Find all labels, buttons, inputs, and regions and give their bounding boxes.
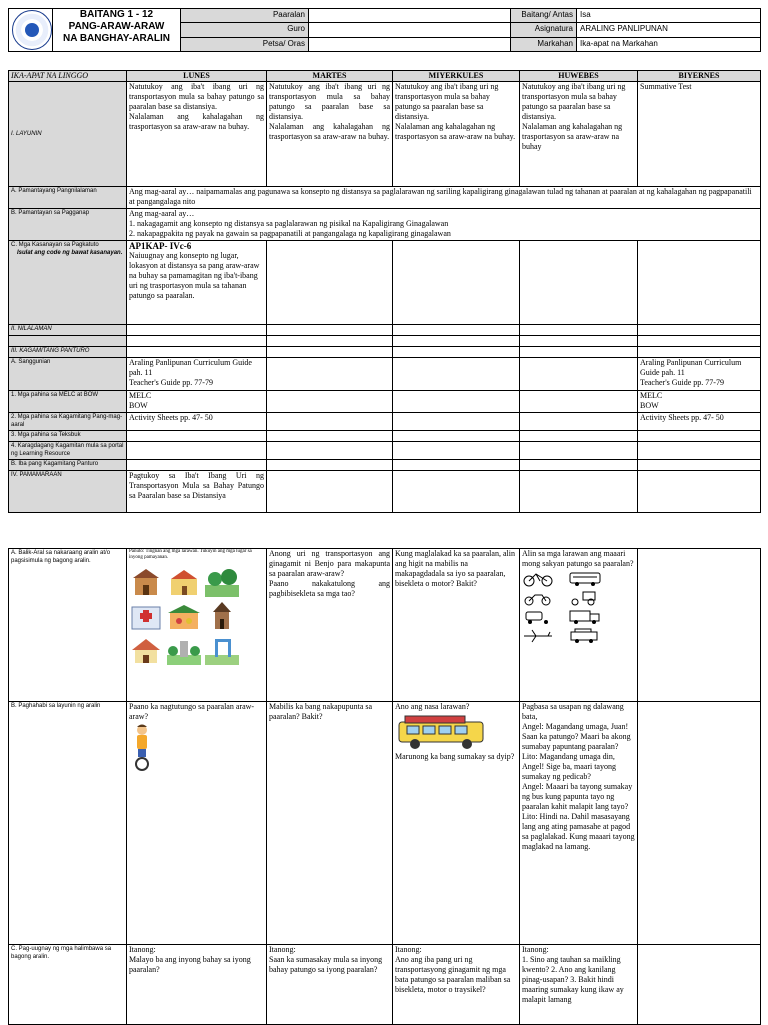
melc-mon: MELC BOW: [127, 391, 267, 413]
balik-aral-thu: [520, 549, 638, 702]
field-value-guro: [309, 23, 511, 37]
hospital-icon: [129, 601, 163, 631]
balik-aral-wed: Kung maglalakad ka sa paaralan, alin ang higit na mabilis na makapagdadala sa iyo sa paaralan, bisekleta o motor? Bakit?: [393, 549, 520, 702]
sanggunian-fri: Araling Panlipunan Curriculum Guide pah. 11 Teacher's Guide pp. 77-79: [638, 358, 761, 391]
kasanayan-text: Naiuugnay ang konsepto ng lugar, lokasyon at distansya sa pang araw-araw na buhay sa pamamagitan ng iba't-ibang uri ng trasportasyon mula sa tahanan patungo sa paaralan.: [129, 251, 260, 300]
row-label-pamantayang-pangnilalaman: A. Pamantayang Pangnilalaman: [9, 187, 127, 209]
row-label-teksbuk: 3. Mga pahina sa Teksbuk: [9, 431, 127, 442]
pamamaraan-mon: Pagtukoy sa Iba't Ibang Uri ng Transportasyon Mula sa Bahay Patungo sa Paaralan base sa Distansiya: [127, 471, 267, 513]
paghahabi-tue: Mabilis ka bang nakapupunta sa paaralan? Bakit?: [267, 702, 393, 945]
row-label-melc: 1. Mga pahina sa MELC at BOW: [9, 391, 127, 413]
kasanayan-code: AP1KAP- IVc-6: [129, 241, 192, 251]
house-icon: [129, 635, 163, 665]
field-value-asignatura: ARALING PANLIPUNAN: [577, 23, 761, 37]
jeepney-icon: [395, 714, 487, 750]
day-header-wed: MIYERKULES: [393, 71, 520, 82]
row-label-paghahabi: B. Paghahabi sa layunin ng aralin: [9, 702, 127, 945]
kasanayan-label: C. Mga Kasanayan sa Pagkatuto: [11, 242, 99, 248]
paghahabi-thu: Pagbasa sa usapan ng dalawang bata, Angel: Magandang umaga, Juan! Saan ka patungo? Maari ba akong sumabay papuntang paaralan? Lito: Magandang umaga din, Angel! Sige ba, maari tayong sumakay ng pedicab? Angel: Maaari ba tayong sumakay ng bus kung papunta tayo ng paaralan kahit malapit lang tayo? Lito: Hindi na. Dahil masasayang lang ang ating pamasahe at pagod sa paglalakad. Kung maaari tayong maglakad na lamang.: [520, 702, 638, 945]
field-value-paaralan: [309, 9, 511, 23]
motorcycle-icon: [522, 590, 554, 606]
plan-title: BAITANG 1 - 12 PANG-ARAW-ARAW NA BANGHAY-ARALIN: [53, 9, 181, 52]
vehicle-pictures: [522, 571, 635, 644]
paghahabi-wed: [393, 702, 520, 945]
week-label: IKA-APAT NA LINGGO: [9, 71, 127, 82]
layunin-fri: Summative Test: [638, 82, 761, 187]
row-label-nilalaman: II. NILALAMAN: [9, 325, 127, 336]
field-label-baitang: Baitang/ Antas: [511, 9, 577, 23]
pag-uugnay-thu: Itanong: 1. Sino ang tauhan sa maikling kwento? 2. Ano ang kanilang pinag-usapan? 3. Bakit hindi maaring sumakay kung ikaw ay malapit lamang: [520, 945, 638, 1025]
field-label-petsa: Petsa/ Oras: [181, 37, 309, 51]
field-value-markahan: Ika-apat na Markahan: [577, 37, 761, 51]
layunin-thu: Natutukoy ang iba't ibang uri ng transportasyon mula sa bahay patungo sa paaralan base sa distansiya. Nalalaman ang kahalagahan ng trasportasyon sa araw-araw na buhay: [520, 82, 638, 187]
field-label-paaralan: Paaralan: [181, 9, 309, 23]
pag-uugnay-mon: Itanong: Malayo ba ang inyong bahay sa iyong paaralan?: [127, 945, 267, 1025]
layunin-mon: Natutukoy ang iba't ibang uri ng transportasyon mula sa bahay patungo sa paaralan base sa distansiya. Nalalaman ang kahalagahan ng trasportasyon sa araw-araw na buhay.: [127, 82, 267, 187]
pamantayan-sa-pagganap-text: Ang mag-aaral ay… 1. nakagagamit ang konsepto ng distansya sa paglalarawan ng pisikal na Kapaligirang Ginagalawan 2. nakapagpakita ng payak na gawain sa pagpapanatili at pangangalaga ng kapaligirang ginagalawan: [127, 209, 761, 241]
pag-uugnay-tue: Itanong: Saan ka sumasakay mula sa inyong bahay patungo sa iyong paaralan?: [267, 945, 393, 1025]
balik-aral-mon: [127, 549, 267, 702]
lesson-plan-table-continued: [8, 548, 761, 1025]
balik-aral-caption: Panuto: Tingnan ang mga larawan. Tukuyin ang mga lugar sa inyong pamayanan.: [129, 549, 252, 560]
boy-on-bicycle-icon: [129, 724, 155, 772]
truck-icon: [569, 609, 601, 625]
bicycle-icon: [522, 571, 554, 587]
seal-cell: [9, 9, 53, 52]
chapel-icon: [205, 601, 239, 631]
kagamitang-pangmag-aaral-fri: Activity Sheets pp. 47- 50: [638, 413, 761, 431]
row-label-sanggunian: A. Sanggunian: [9, 358, 127, 391]
row-label-pamantayan-sa-pagganap: B. Pamantayan sa Pagganap: [9, 209, 127, 241]
airplane-icon: [522, 628, 554, 644]
field-label-markahan: Markahan: [511, 37, 577, 51]
paghahabi-mon: [127, 702, 267, 945]
row-label-iba-pang: B. Iba pang Kagamitang Panturo: [9, 460, 127, 471]
day-header-fri: BIYERNES: [638, 71, 761, 82]
bus-icon: [569, 571, 601, 587]
kasanayan-mon: [127, 241, 267, 325]
park-icon: [205, 567, 239, 597]
row-label-balik-aral: A. Balik-Aral sa nakaraang aralin at/o pagsisimula ng bagong aralin.: [9, 549, 127, 702]
day-header-tue: MARTES: [267, 71, 393, 82]
row-label-pag-uugnay: C. Pag-uugnay ng mga halimbawa sa bagong aralin.: [9, 945, 127, 1025]
place-pictures: [129, 567, 264, 665]
plaza-icon: [167, 635, 201, 665]
layunin-wed: Natutukoy ang iba't ibang uri ng transportasyon mula sa bahay patungo sa paaralan base sa distansiya. Nalalaman ang kahalagahan ng trasportasyon sa araw-araw na buhay.: [393, 82, 520, 187]
row-label-kagamitang-pangmag-aaral: 2. Mga pahina sa Kagamitang Pang-mag-aaral: [9, 413, 127, 431]
paghahabi-mon-question: Paano ka nagtutungo sa paaralan araw-araw?: [129, 702, 255, 721]
day-header-mon: LUNES: [127, 71, 267, 82]
field-value-petsa: [309, 37, 511, 51]
row-label-layunin: I. LAYUNIN: [9, 82, 127, 187]
row-label-kasanayan: [9, 241, 127, 325]
row-label-kagamitan: III. KAGAMITANG PANTURO: [9, 347, 127, 358]
melc-fri: MELC BOW: [638, 391, 761, 413]
pamantayang-pangnilalaman-text: Ang mag-aaral ay… naipamamalas ang pagunawa sa konsepto ng distansya sa paglalarawan ng sariling kapaligirang ginagalawan tulad ng tahanan at paaralan at ng kahalagahan ng pagpapanatili at pangangalaga nito: [127, 187, 761, 209]
kagamitang-pangmag-aaral-mon: Activity Sheets pp. 47- 50: [127, 413, 267, 431]
row-label-pamamaraan: IV. PAMAMARAAN: [9, 471, 127, 513]
deped-seal-icon: [12, 10, 52, 50]
layunin-tue: Natutukoy ang iba't ibang uri ng transportasyon mula sa bahay patungo sa paaralan base sa distansiya. Nalalaman ang kahalagahan ng trasportasyon sa araw-araw na buhay.: [267, 82, 393, 187]
field-label-guro: Guro: [181, 23, 309, 37]
balik-aral-tue: Anong uri ng transportasyon ang ginagamit ni Benjo para makapunta sa paaralan araw-araw? Paano nakakatulong ang pagbibisekleta sa mga tao?: [267, 549, 393, 702]
row-label-karagdagang: 4. Karagdagang Kagamitan mula sa portal ng Learning Resource: [9, 442, 127, 460]
kasanayan-sublabel: Isulat ang code ng bawat kasanayan.: [17, 250, 123, 256]
paghahabi-wed-question: Ano ang nasa larawan?: [395, 702, 470, 711]
pedicab-icon: [569, 590, 601, 606]
church-icon: [129, 567, 163, 597]
lesson-plan-table: [8, 70, 761, 513]
header-table: [8, 8, 761, 52]
jeep-icon: [569, 628, 601, 644]
field-value-baitang: Isa: [577, 9, 761, 23]
school-icon: [167, 567, 201, 597]
balik-aral-thu-question: Alin sa mga larawan ang maaari mong sakyan patungo sa paaralan?: [522, 549, 634, 568]
sanggunian-mon: Araling Panlipunan Curriculum Guide pah. 11 Teacher's Guide pp. 77-79: [127, 358, 267, 391]
market-icon: [167, 601, 201, 631]
paghahabi-wed-question-2: Marunong ka bang sumakay sa dyip?: [395, 752, 515, 761]
pag-uugnay-wed: Itanong: Ano ang iba pang uri ng transportasyong ginagamit ng mga bata patungo sa paaralan maliban sa bisekleta, motor o traysikel?: [393, 945, 520, 1025]
day-header-thu: HUWEBES: [520, 71, 638, 82]
tricycle-icon: [522, 609, 554, 625]
field-label-asignatura: Asignatura: [511, 23, 577, 37]
playground-icon: [205, 635, 239, 665]
